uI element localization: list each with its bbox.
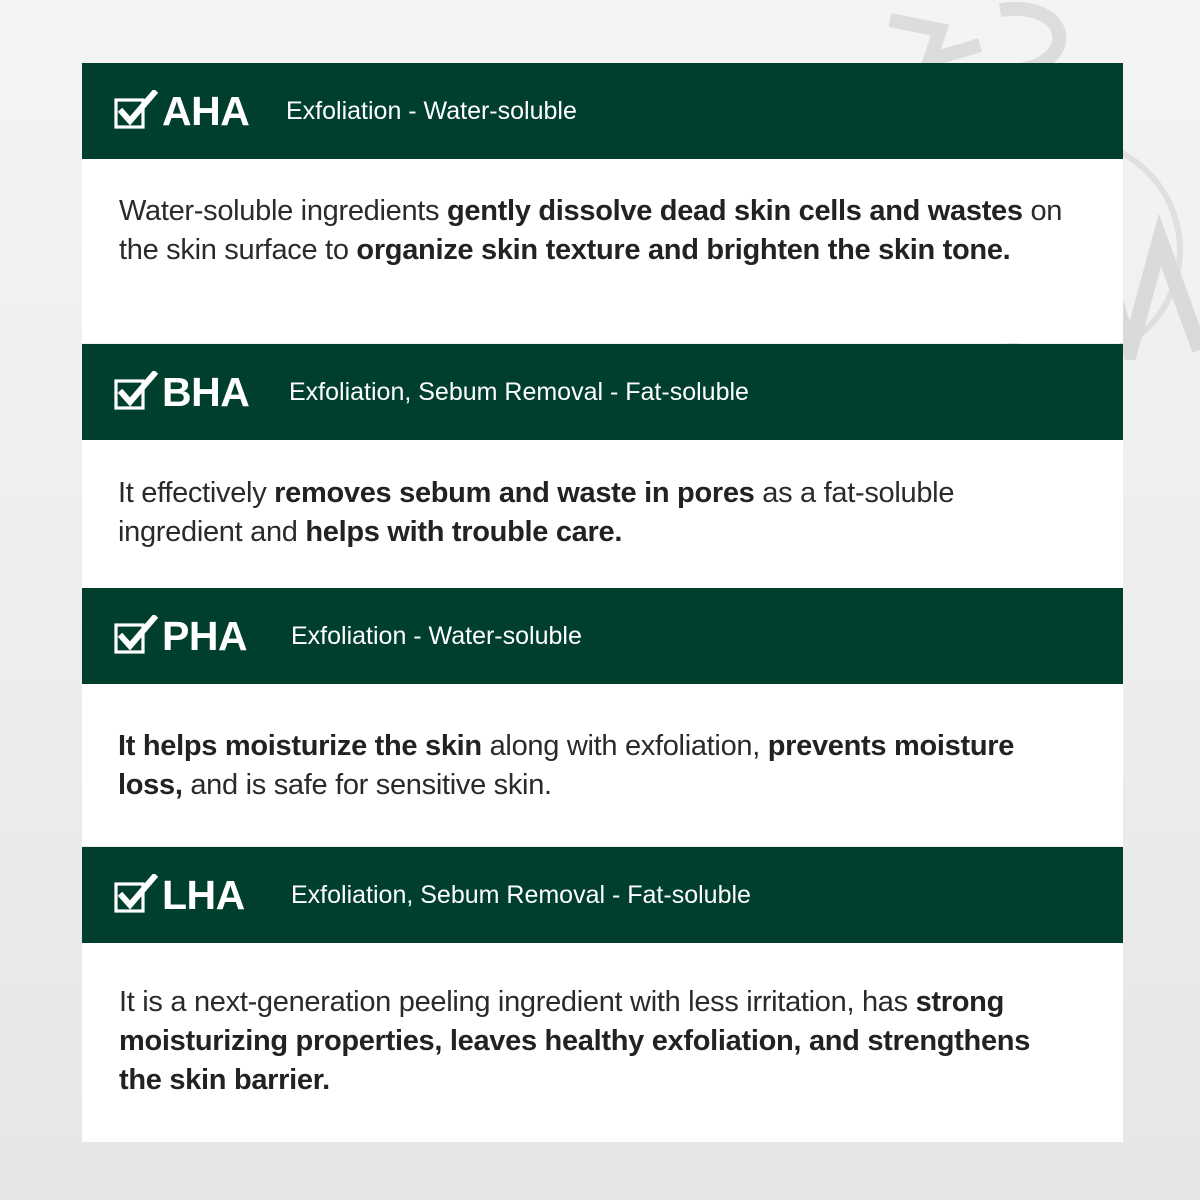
section-subtitle: Exfoliation, Sebum Removal - Fat-soluble: [289, 378, 749, 406]
description-segment-bold: organize skin texture and brighten the skin tone.: [356, 234, 1011, 266]
section-subtitle: Exfoliation - Water-soluble: [291, 622, 582, 650]
section-body: [82, 159, 1123, 343]
section-acronym: BHA: [162, 369, 250, 415]
section-body: [82, 684, 1123, 846]
section-header: [82, 63, 1123, 159]
section-description: [119, 983, 1079, 1100]
description-segment-bold: removes sebum and waste in pores: [274, 477, 755, 509]
description-segment-bold: It helps moisturize the skin: [118, 730, 482, 762]
section-header: [82, 588, 1123, 684]
checkbox-checked-icon: [114, 615, 158, 655]
description-segment: along with exfoliation,: [481, 730, 768, 762]
description-segment: It effectively: [118, 477, 275, 509]
description-segment-bold: helps with trouble care.: [305, 516, 623, 548]
description-segment-bold: prevents moisture loss,: [118, 730, 1015, 801]
description-segment: Water-soluble ingredients: [119, 195, 448, 227]
checkbox-checked-icon: [114, 371, 158, 411]
section-header: [82, 847, 1123, 943]
checkbox-checked-icon: [114, 874, 158, 914]
section-subtitle: Exfoliation, Sebum Removal - Fat-soluble: [291, 881, 751, 909]
section-description: [118, 474, 1078, 552]
section-description: [118, 727, 1078, 805]
checkbox-checked-icon: [114, 90, 158, 130]
description-segment: It is a next-generation peeling ingredient with less irritation, has: [119, 986, 916, 1018]
description-segment-bold: gently dissolve dead skin cells and wastes: [447, 195, 1023, 227]
section-body: [82, 943, 1123, 1142]
section-acronym: LHA: [162, 872, 245, 918]
section-header: [82, 344, 1123, 440]
section-description: [119, 192, 1079, 270]
description-segment: as a fat-soluble ingredient and: [118, 477, 955, 548]
description-segment: on the skin surface to: [119, 195, 1063, 266]
description-segment-bold: strong moisturizing properties, leaves healthy exfoliation, and strengthens the skin barrier.: [119, 986, 1031, 1096]
section-subtitle: Exfoliation - Water-soluble: [286, 97, 577, 125]
section-body: [82, 440, 1123, 588]
section-acronym: AHA: [162, 88, 250, 134]
section-acronym: PHA: [162, 613, 248, 659]
description-segment: and is safe for sensitive skin.: [182, 769, 552, 801]
